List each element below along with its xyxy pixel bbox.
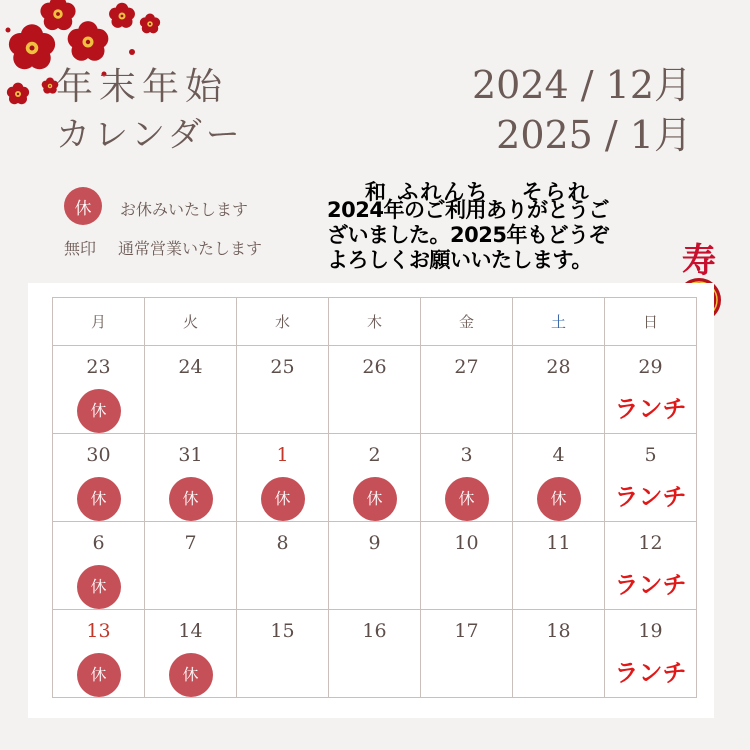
lunch-label: ランチ — [614, 571, 687, 599]
holiday-badge: 休 — [77, 653, 121, 697]
calendar-day-cell — [329, 610, 421, 698]
day-number: 3 — [460, 444, 473, 466]
holiday-badge: 休 — [169, 653, 213, 697]
day-number: 10 — [454, 532, 479, 554]
day-number: 23 — [86, 356, 111, 378]
weekday-header: 土 — [513, 298, 605, 346]
day-number: 24 — [178, 356, 203, 378]
weekday-header: 水 — [237, 298, 329, 346]
blossom-icon — [109, 3, 135, 28]
page-subtitle: カレンダー — [56, 115, 244, 155]
stamp-char: 寿 — [682, 241, 716, 281]
day-number: 26 — [362, 356, 387, 378]
holiday-badge: 休 — [537, 477, 581, 521]
calendar-day-cell — [421, 346, 513, 434]
day-number: 11 — [546, 532, 571, 554]
calendar-day-cell — [513, 346, 605, 434]
day-number: 2 — [368, 444, 381, 466]
day-number: 16 — [362, 620, 387, 642]
blossom-icon — [9, 24, 55, 69]
calendar-day-cell — [145, 434, 237, 522]
day-number: 27 — [454, 356, 479, 378]
day-number: 5 — [644, 444, 657, 466]
holiday-badge: 休 — [353, 477, 397, 521]
calendar-day-cell — [237, 522, 329, 610]
legend-normal-text: 通常営業いたします — [118, 239, 263, 258]
calendar-day-cell — [605, 434, 697, 522]
weekday-header: 金 — [421, 298, 513, 346]
day-number: 18 — [546, 620, 571, 642]
legend-normal-mark: 無印 — [64, 239, 97, 258]
calendar-day-cell — [145, 522, 237, 610]
blossom-icon — [40, 0, 75, 30]
calendar-week-row — [53, 346, 697, 434]
calendar-day-cell — [237, 434, 329, 522]
weekday-header: 日 — [605, 298, 697, 346]
day-number: 28 — [546, 356, 571, 378]
lunch-label: ランチ — [614, 483, 687, 511]
calendar-day-cell — [53, 346, 145, 434]
calendar-day-cell — [237, 610, 329, 698]
date-december: 2024 / 12月 — [471, 63, 692, 107]
lunch-label: ランチ — [614, 659, 687, 687]
weekday-header: 火 — [145, 298, 237, 346]
legend-holiday-text: お休みいたします — [120, 200, 249, 219]
calendar-day-cell — [237, 346, 329, 434]
calendar-day-cell — [513, 610, 605, 698]
day-number: 19 — [638, 620, 663, 642]
blossom-icon — [7, 83, 29, 105]
day-number: 7 — [184, 532, 197, 554]
greeting-line: 2024年のご利用ありがとうご — [327, 198, 609, 222]
legend-holiday-badge: 休 — [64, 187, 102, 225]
calendar-grid — [52, 297, 697, 698]
calendar-day-cell — [329, 346, 421, 434]
day-number: 29 — [638, 356, 663, 378]
calendar-day-cell — [513, 522, 605, 610]
calendar-day-cell — [53, 434, 145, 522]
day-number: 4 — [552, 444, 565, 466]
calendar-day-cell — [421, 522, 513, 610]
calendar-day-cell — [605, 522, 697, 610]
day-number: 9 — [368, 532, 381, 554]
calendar-day-cell — [53, 610, 145, 698]
greeting-message — [327, 198, 697, 273]
day-number: 13 — [86, 620, 111, 642]
day-number: 17 — [454, 620, 479, 642]
calendar-day-cell — [513, 434, 605, 522]
day-number: 30 — [86, 444, 111, 466]
calendar-day-cell — [329, 522, 421, 610]
calendar-day-cell — [421, 610, 513, 698]
weekday-header: 月 — [53, 298, 145, 346]
holiday-badge: 休 — [445, 477, 489, 521]
day-number: 12 — [638, 532, 663, 554]
shop-name: 和 ふれんち そられ — [365, 180, 591, 204]
calendar-day-cell — [605, 346, 697, 434]
day-number: 8 — [276, 532, 289, 554]
weekday-header: 木 — [329, 298, 421, 346]
greeting-line: よろしくお願いいたします。 — [327, 248, 592, 272]
calendar-day-cell — [605, 610, 697, 698]
greeting-line: ざいました。2025年もどうぞ — [327, 223, 609, 247]
calendar-day-cell — [329, 434, 421, 522]
page-title: 年末年始 — [56, 65, 228, 108]
date-january: 2025 / 1月 — [496, 113, 692, 157]
day-number: 31 — [178, 444, 203, 466]
weekday-header-row — [53, 298, 697, 346]
day-number: 14 — [178, 620, 203, 642]
calendar-week-row — [53, 610, 697, 698]
blossom-icon — [140, 14, 160, 34]
holiday-badge: 休 — [261, 477, 305, 521]
day-number: 6 — [92, 532, 105, 554]
day-number: 15 — [270, 620, 295, 642]
day-number: 1 — [276, 444, 289, 466]
lunch-label: ランチ — [614, 395, 687, 423]
holiday-badge: 休 — [169, 477, 213, 521]
blossom-icon — [68, 21, 109, 61]
calendar-day-cell — [145, 346, 237, 434]
calendar-week-row — [53, 434, 697, 522]
calendar-day-cell — [145, 610, 237, 698]
holiday-badge: 休 — [77, 389, 121, 433]
calendar-week-row — [53, 522, 697, 610]
holiday-badge: 休 — [77, 477, 121, 521]
holiday-badge: 休 — [77, 565, 121, 609]
calendar-day-cell — [421, 434, 513, 522]
calendar-day-cell — [53, 522, 145, 610]
day-number: 25 — [270, 356, 295, 378]
